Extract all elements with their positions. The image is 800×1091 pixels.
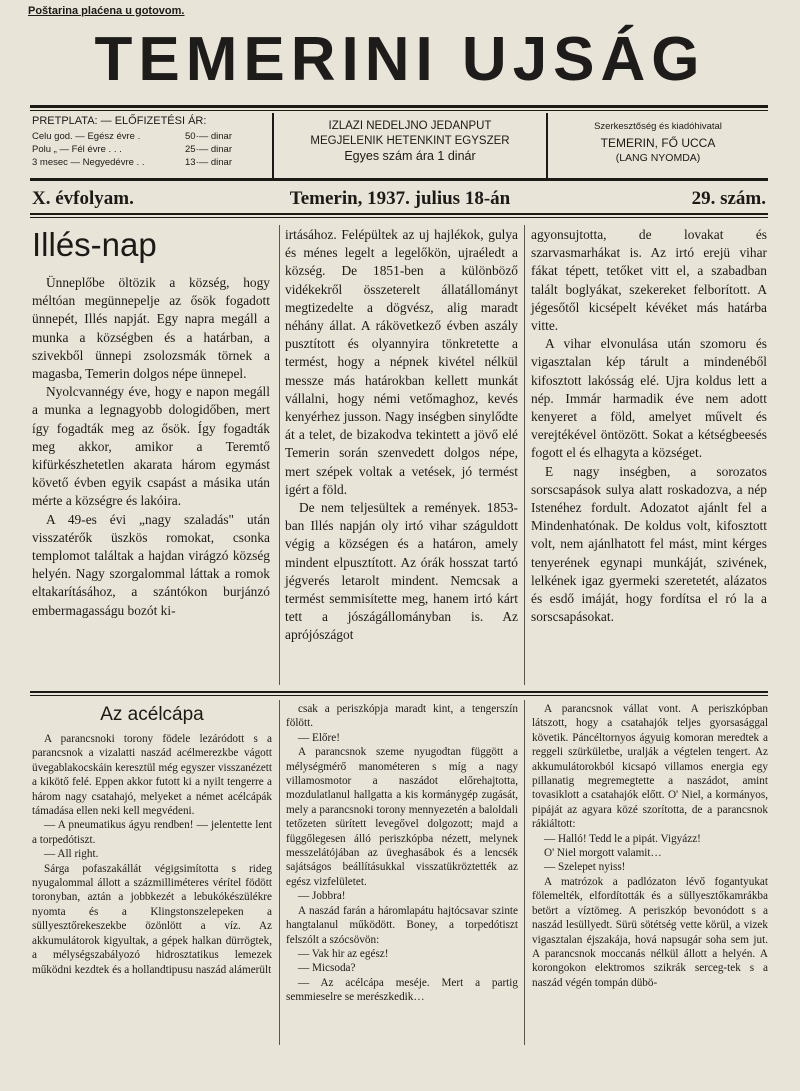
subscription-unit: dinar [210, 157, 232, 168]
story-paragraph: csak a periszkópja maradt kint, a tengerszín fölött. [286, 703, 518, 730]
publication-line: IZLAZI NEDELJNO JEDANPUT [328, 120, 492, 132]
article-separator-thin [30, 695, 768, 696]
rule-top-thick [30, 105, 768, 108]
story-paragraph: A parancsnok vállat vont. A periszkópban látszott, hogy a csatahajók teljes gyorsasággal követik. Páncéltornyos ágyuig komoran meredtek a reggeli szürkületbe, uralják a végtelen tengert. Az akkumulátorokból kicsapó villamos energia egy pillanatig megremegtette a naszádot, amint tovasiklott a csatahajók előtt. O' Niel, a kormányos, pipáját az agyara közé szorította, de a parancsnok rákiáltott: [532, 703, 768, 831]
issue-number: 29. szám. [691, 188, 766, 209]
story-paragraph: A parancsnok szeme nyugodtan függött a mélységmérő manométeren s míg a nagy villamosmotor a naszádot előrehajtotta, mozdulatlanul hallgatta a kis kormánygép zugását, mely a parancsnoki torony mennyezetén a baloldali tetőzeten sürített levegővel dolgozott; majd a függőlegesen álló periszkópba nézett, melynek messzelátójában az üveghasábok és a lencsék sajátságos beállításukkal visszatükröztették az egész vizfelületet. [286, 746, 518, 888]
column-divider [279, 225, 280, 685]
story-paragraph: — A pneumatikus ágyu rendben! — jelentette lent a torpedótiszt. [32, 819, 272, 846]
article-paragraph: E nagy inségben, a sorozatos sorscsapások sulya alatt roskadozva, a nép Istenéhez fordult. Adozatot ajánlt fel a Mindenhatónak. De koldus volt, kifosztott volt, nem ajánlhatott fel mást, mint kérges tenyerének egynapi munkáját, szivének, lelkének igaz gyermeki szeretetét, alázatos és esdő imáját, hogy fordítsa el ró la a sorscsapásokat. [531, 463, 767, 625]
story-paragraph: — Előre! [298, 731, 340, 744]
column-divider [524, 225, 525, 685]
article-paragraph: agyonsujtotta, de lovakat és szarvasmarhákat is. Az irtó erejü vihar fákat tépett, tetőket vitt el, a szabadban talált boglyákat, szekereket felborított. A jégesőtől kicsépelt kévéket más határba vitte. [531, 227, 767, 334]
article-title: Illés-nap [32, 226, 157, 263]
rule-info-bottom-thin [30, 217, 768, 218]
subscription-period: Polu „ — Fél évre . . . [32, 144, 122, 155]
subscription-label: PRETPLATA: — ELŐFIZETÉSI ÁR: [32, 115, 207, 127]
subscription-row [32, 156, 232, 169]
story-paragraph: — Vak hir az egész! [298, 947, 389, 960]
subscription-price: 50·— [185, 131, 209, 142]
story-paragraph: O' Niel morgott valamit… [544, 847, 662, 860]
article-column-3 [531, 226, 767, 626]
article-column-2 [285, 226, 518, 645]
article-column-1 [32, 222, 270, 620]
story-column-1 [32, 702, 272, 977]
story-paragraph: A matrózok a padlózaton lévő fogantyukat fölemelték, elfordították és a süllyesztőkamrákba betört a víztömeg. A periszkóp bevonódott s a naszád lesüllyedt. Sürü sötétség vette körül, a vizek vigasztalan éjszakája, hová napsugár soha sem jut. A parancsnok moccanás nélkül állott a helyén. A korongokon elektromos szikrák serceg-tek s a naszád végén tompán dübö- [532, 875, 768, 989]
story-title: Az acélcápa [100, 704, 204, 725]
subscription-unit: dinar [210, 131, 232, 142]
article-paragraph: De nem teljesültek a remények. 1853-ban Illés napján oly irtó vihar száguldott végig a községen és a határon, amely mindent elpusztított. Az órák hosszat tartó jégverés letarolt mindent. Nemcsak a termést semmisítette meg, hanem irtó kárt tett a jószágállományban is. Az aprójószágot [285, 500, 518, 643]
story-paragraph: — All right. [44, 848, 99, 861]
subscription-price: 13·— [185, 157, 209, 168]
postal-note: Poštarina plaćena u gotovom. [28, 5, 185, 17]
office-address: TEMERIN, FŐ UCCA [600, 136, 716, 150]
rule-info-bottom [30, 213, 768, 215]
article-paragraph: Nyolcvannégy éve, hogy e napon megáll a munka a legnagyobb dologidőben, mert így fogadták meg az ősök. Így fogadták meg akkor, amikor a Teremtő kifürkészhetetlen akarata három egymást követő évben egyik csapást a másika után mérte a községre és lakóira. [32, 384, 270, 509]
story-paragraph: A naszád farán a háromlapátu hajtócsavar szinte hangtalanul működött. Boney, a torpedótiszt felszólt a szócsövön: [286, 904, 518, 946]
subscription-period: Celu god. — Egész évre . [32, 131, 141, 142]
article-separator [30, 691, 768, 693]
article-paragraph: irtásához. Felépültek az uj hajlékok, gulya és ménes legelt a legelőkön, ujraéledt a község. De 1851-ben a különböző vidékekről összeterelt állatállományt megtizedelte a dögvész, alig maradt néhány állat. A rákövetkező évben aszály pusztított és olyannyira tönkretette a termést, hogy a népnek kivétel nélkül messze más határokban kellett munkát vállalni, hogy némi vetőmaghoz, kevés kenyérhez jusson. Nagy inségben sinylődte át a telet, de bizakodva tekintett a jövő elé Temerin során szenvedett dolgos népe, mert szépek voltak a vetések, jó termést igért a föld. [285, 227, 518, 497]
volume-label: X. évfolyam. [32, 188, 134, 209]
article-paragraph: Ünneplőbe öltözik a község, hogy méltóan megünnepelje az ősök fogadott ünnepét, Illés napját. Egy napra megáll a munka a községben és a határban, a szivekből ünnepi zsolozsmák törnek a magasba, Temerin dolgos népe ünnepel. [32, 275, 270, 382]
column-divider [279, 700, 280, 1045]
rule-top-thin [30, 110, 768, 111]
story-column-2 [286, 702, 518, 1005]
subscription-price: 25·— [185, 144, 209, 155]
article-paragraph: A vihar elvonulása után szomoru és vigasztalan kép tárult a mindenéből kifosztott lakósság elé. Ujra koldus lett a nép. Immár harmadik éve nem adott kenyeret a föld, amelyet művelt és verejtékével öntözött. Sokat a kétségbeesés fogott el és elhagyta a községet. [531, 336, 767, 461]
office-line: Szerkesztőség és kiadóhivatal [594, 121, 722, 132]
column-divider [524, 700, 525, 1045]
story-paragraph: — Micsoda? [298, 962, 356, 975]
subscription-box [32, 115, 232, 177]
publication-line: MEGJELENIK HETENKINT EGYSZER [310, 135, 510, 147]
subscription-period: 3 mesec — Negyedévre . . [32, 157, 145, 168]
publication-price-line: Egyes szám ára 1 dinár [344, 149, 476, 163]
story-paragraph: — Az acélcápa meséje. Mert a partig semmieselre se merészkedik… [286, 976, 518, 1004]
newspaper-masthead: TEMERINI UJSÁG [94, 25, 706, 94]
article-paragraph: A 49-es évi „nagy szaladás" után visszatérők üszkös romokat, csonka templomot találtak a hajdan virágzó község helyén. Nagy szorgalommal láttak a romok eltakarításához, a szántókon burjánzó embermagasságu bozót ki- [32, 511, 270, 618]
issue-date: Temerin, 1937. julius 18-án [289, 188, 511, 209]
office-box [550, 120, 766, 182]
subscription-unit: dinar [210, 144, 232, 155]
subscription-row [32, 130, 232, 143]
header-divider-left [272, 113, 274, 179]
story-column-3 [532, 702, 768, 990]
story-paragraph: — Halló! Tedd le a pipát. Vigyázz! [544, 832, 701, 845]
publication-box [276, 119, 544, 181]
office-printer: (LANG NYOMDA) [615, 152, 701, 164]
subscription-row [32, 143, 232, 156]
story-paragraph: — Jobbra! [298, 890, 346, 903]
story-paragraph: Sárga pofaszakállát végigsimította s rideg nyugalommal állott a százmilliméteres vérítel födött toronyban, aztán a jobbkezét a lebukókészülékre nyomta és a Klingstonszelepeken a süllyesztőrekeszekbe özönlött a víz. Az akkumulátorok kigyultak, a gépek halkan dürrögtek, a mélységszabályozó hidrosztatikus lemezek működni kezdtek és a hollandtipusu naszád alámerült [32, 862, 272, 976]
header-divider-right [546, 113, 548, 179]
story-paragraph: — Szelepet nyiss! [544, 861, 626, 874]
story-paragraph: A parancsnoki torony födele lezáródott s a parancsnok a vizalatti naszád acélmerezkbe vágott üvegablakocskáin keresztül még egyszer visszanézett a kikötő felé. Eppen akkor futott ki a nyilt tengerre a három nagy csatahajó, melyeket a német acélcápák támadása ellen neki kell megvédeni. [32, 733, 272, 818]
